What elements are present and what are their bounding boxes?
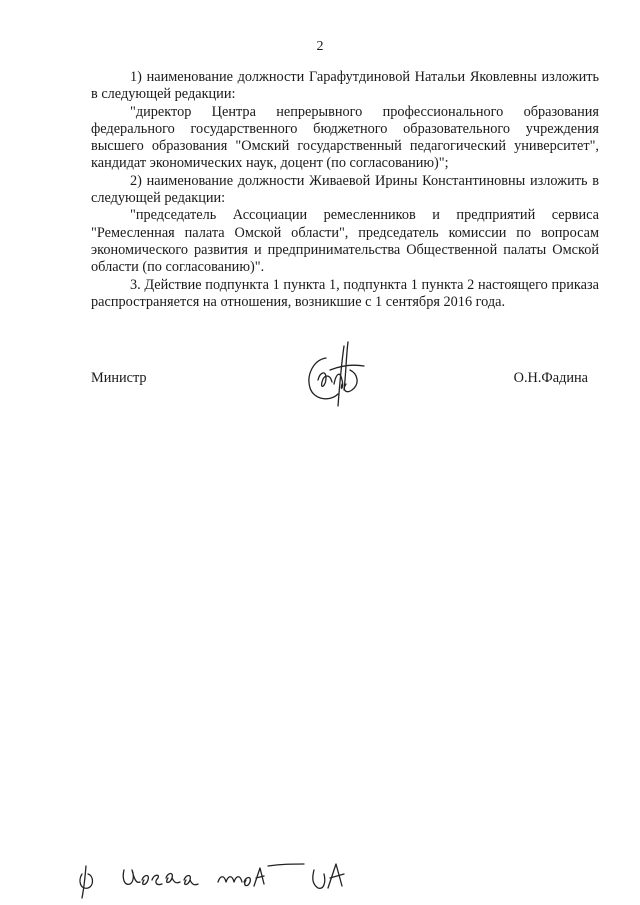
paragraph-3: 2) наименование должности Живаевой Ирины Константиновны изложить в следующей редакции: [91,172,599,207]
paragraph-2: "директор Центра непрерывного профессионального образования федерального государственного бюджетного образовательного учреждения высшего образования "Омский государственный педагогический университет", кандидат экономических наук, доцент (по согласованию)"; [91,103,599,172]
paragraph-1: 1) наименование должности Гарафутдиновой Натальи Яковлевны изложить в следующей редакции: [91,69,599,103]
paragraph-5: 3. Действие подпункта 1 пункта 1, подпункта 1 пункта 2 настоящего приказа распространяется на отношения, возникшие с 1 сентября 2016 года. [91,276,599,310]
page-number: 2 [316,39,324,54]
handwritten-signature [296,340,374,410]
paragraph-4: "председатель Ассоциации ремесленников и предприятий сервиса "Ремесленная палата Омской области", председатель комиссии по вопросам экономического развития и предпринимательства Общественной палаты Омской области (по согласованию)". [91,207,599,276]
signatory-position: Министр [91,370,147,386]
signatory-name: О.Н.Фадина [513,370,588,386]
document-body [91,69,599,311]
handwritten-note [68,852,368,900]
